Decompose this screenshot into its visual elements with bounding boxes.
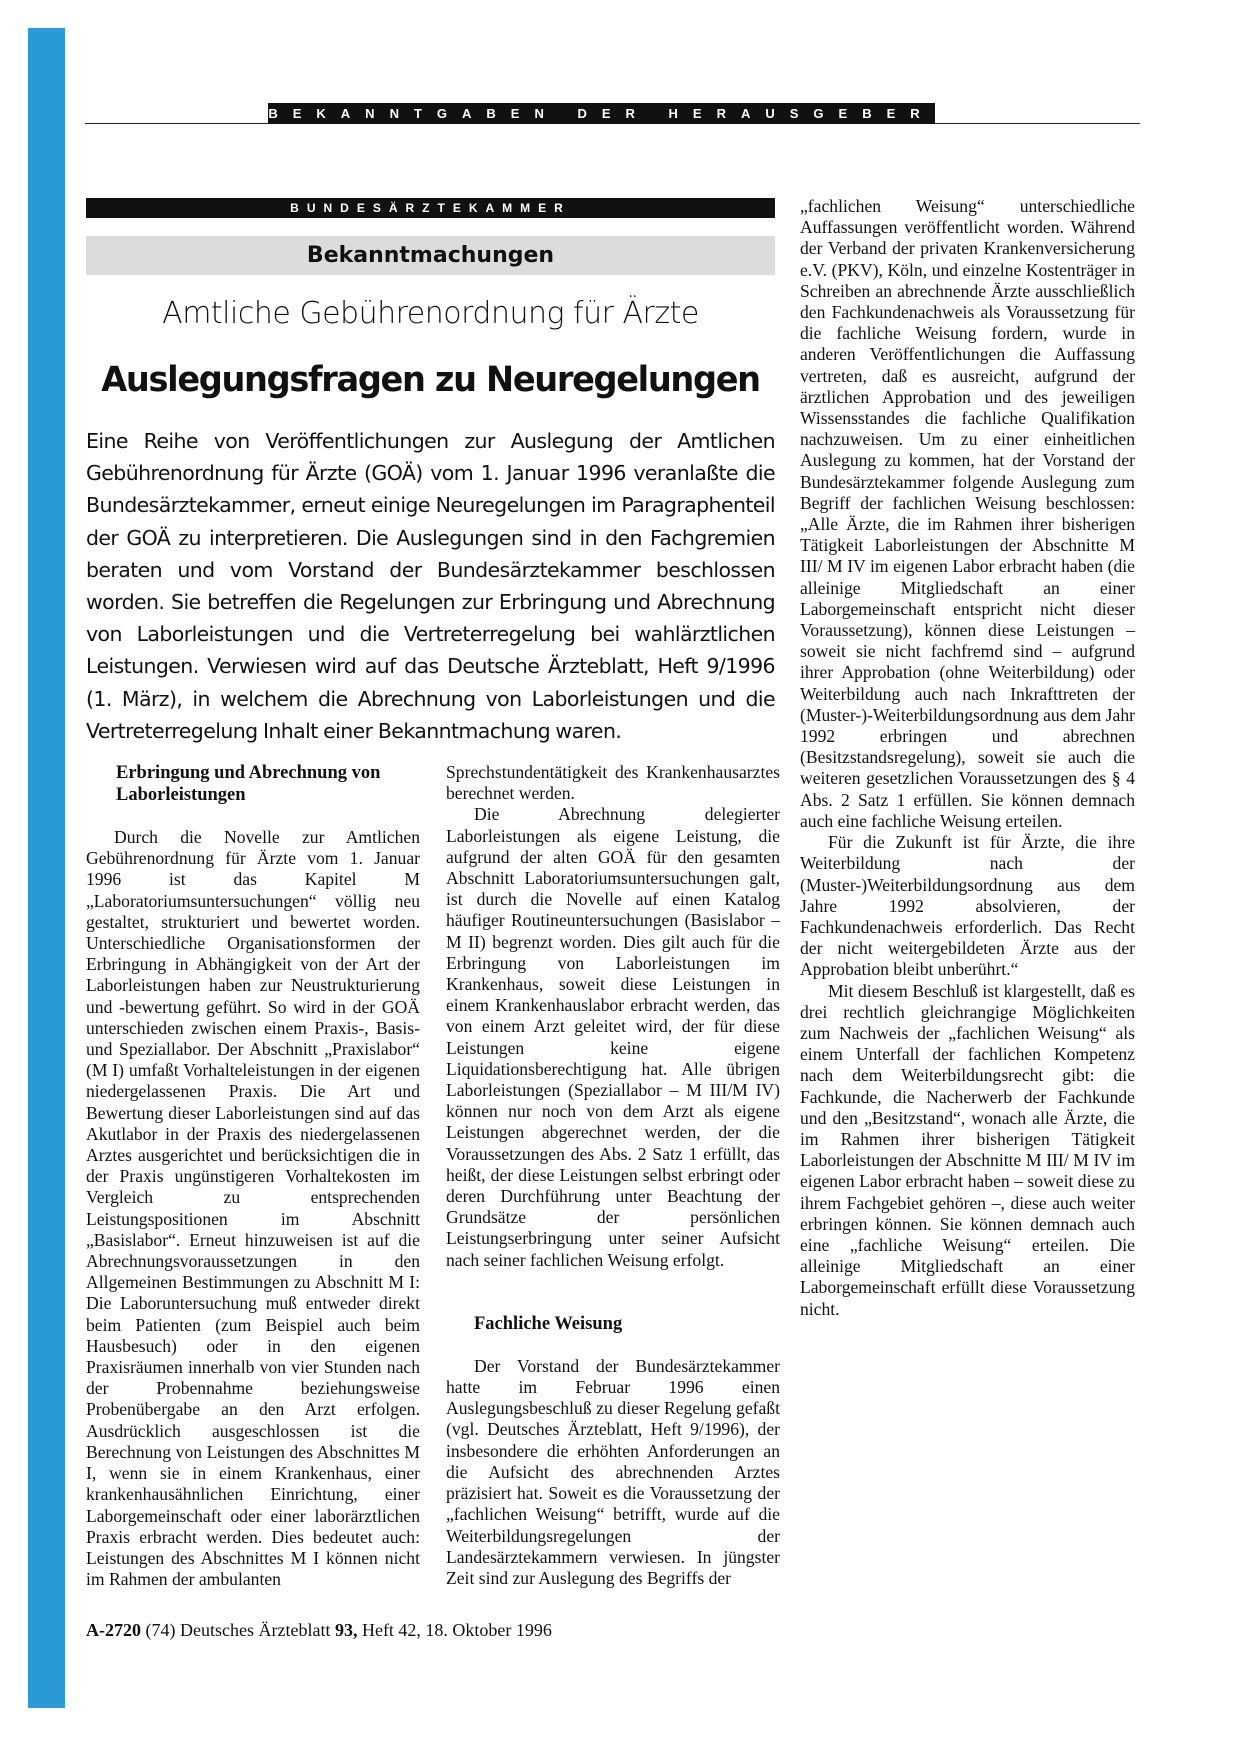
footer-page-number: (74) bbox=[145, 1620, 176, 1640]
kicker-title: Amtliche Gebührenordnung für Ärzte bbox=[162, 296, 699, 331]
section-label: BUNDESÄRZTEKAMMER bbox=[86, 198, 775, 218]
left-color-stripe bbox=[28, 28, 65, 1708]
footer-journal: Deutsches Ärzteblatt bbox=[180, 1620, 331, 1640]
footer-page-id: A-2720 bbox=[86, 1620, 141, 1640]
section-heading-2: Fachliche Weisung bbox=[474, 1313, 623, 1334]
body-paragraph-4: Für die Zukunft ist für Ärzte, die ihre Weiterbildung nach der (Muster-)Weiterbildungsordnung aus dem Jahre 1992 absolvieren, der Fachkundenachweis erforderlich. Das Recht der nicht weitergebildeten Ärzte aus der Approbation bleibt unberührt.“ bbox=[800, 832, 1135, 980]
text-column-3 bbox=[800, 196, 1135, 1320]
category-bar: Bekanntmachungen bbox=[86, 236, 775, 275]
page-footer bbox=[86, 1619, 786, 1641]
body-paragraph-3-cont: „fachlichen Weisung“ unterschiedliche Auffassungen veröffentlicht worden. Während der Verband der privaten Krankenversicherung e.V. (PKV), Köln, und einzelne Kostenträger in Schreiben an abrechnende Ärzte ausschließlich den Fachkundenachweis als Voraussetzung für die fachliche Weisung fordern, wurde in anderen Veröffentlichungen die Auffassung vertreten, daß es ausreicht, aufgrund der ärztlichen Approbation und des jeweiligen Wissensstandes die fachliche Qualifikation nachzuweisen. Um zu einer einheitlichen Auslegung zu kommen, hat der Vorstand der Bundesärztekammer folgende Auslegung zum Begriff der fachlichen Weisung beschlossen: „Alle Ärzte, die im Rahmen ihrer bisherigen Tätigkeit Laborleistungen der Abschnitte M III/ M IV im eigenen Labor erbracht haben (die alleinige Mitgliedschaft an einer Laborgemeinschaft entspricht nicht dieser Voraussetzung), können diese Leistungen – soweit sie nicht fachfremd sind – aufgrund ihrer Approbation (ohne Weiterbildung) oder Weiterbildung auch nach Inkrafttreten der (Muster-)-Weiterbildungsordnung aus dem Jahr 1992 erbringen und abrechnen (Besitzstandsregelung), soweit sie auch die weiteren gesetzlichen Voraussetzungen des § 4 Abs. 2 Satz 1 erfüllen. Sie können demnach auch eine fachliche Weisung erteilen. bbox=[800, 196, 1135, 831]
text-column-2 bbox=[446, 762, 780, 1589]
section-heading-1: Erbringung und Abrechnung von Laborleistungen bbox=[116, 763, 381, 805]
text-column-1 bbox=[86, 762, 420, 1590]
header-banner: BEKANNTGABEN DER HERAUSGEBER bbox=[268, 103, 935, 124]
footer-issue: Heft 42, 18. Oktober 1996 bbox=[361, 1620, 552, 1640]
footer-volume: 93, bbox=[334, 1620, 358, 1640]
body-paragraph-3: Der Vorstand der Bundesärztekammer hatte im Februar 1996 einen Auslegungsbeschluß zu dieser Regelung gefaßt (vgl. Deutsches Ärzteblatt, Heft 9/1996), der insbesondere die erhöhten Anforderungen an die Aufsicht des abrechnenden Arztes präzisiert hat. Soweit es die Voraussetzung der „fachlichen Weisung“ betrifft, wurde auf die Weiterbildungsregelungen der Landesärztekammern verwiesen. In jüngster Zeit sind zur Auslegung des Begriffs der bbox=[446, 1355, 780, 1588]
lead-paragraph: Eine Reihe von Veröffentlichungen zur Auslegung der Amtlichen Gebührenordnung für Ärzte (GOÄ) vom 1. Januar 1996 veranlaßte die Bundesärztekammer, erneut einige Neuregelungen im Paragraphenteil der GOÄ zu interpretieren. Die Auslegungen sind in den Fachgremien beraten und vom Vorstand der Bundesärztekammer beschlossen worden. Sie betreffen die Regelungen zur Erbringung und Abrechnung von Laborleistungen und die Vertreterregelung bei wahlärztlichen Leistungen. Verwiesen wird auf das Deutsche Ärzteblatt, Heft 9/1996 (1. März), in welchem die Abrechnung von Laborleistungen und die Vertreterregelung Inhalt einer Bekanntmachung waren. bbox=[86, 429, 775, 743]
body-paragraph-1-cont: Sprechstundentätigkeit des Krankenhausarztes berechnet werden. bbox=[446, 762, 780, 804]
article-headline: Auslegungsfragen zu Neuregelungen bbox=[101, 360, 760, 400]
body-paragraph-2: Die Abrechnung delegierter Laborleistungen als eigene Leistung, die aufgrund der alten GOÄ für den gesamten Abschnitt Laboratoriumsuntersuchungen galt, ist durch die Novelle auf einen Katalog häufiger Routineuntersuchungen (Basislabor – M II) begrenzt worden. Dies gilt auch für die Erbringung von Laborleistungen im Krankenhaus, soweit diese Leistungen in einem Krankenhauslabor erbracht werden, das von einem Arzt geleitet wird, der für diese Leistungen keine eigene Liquidationsberechtigung hat. Alle übrigen Laborleistungen (Speziallabor – M III/M IV) können nur noch von dem Arzt als eigene Leistungen abgerechnet werden, der die Voraussetzungen des Abs. 2 Satz 1 erfüllt, das heißt, der diese Leistungen selbst erbringt oder deren Durchführung unter Beachtung der Grundsätze der persönlichen Leistungserbringung unter seiner Aufsicht nach seiner fachlichen Weisung erfolgt. bbox=[446, 804, 780, 1270]
body-paragraph-1: Durch die Novelle zur Amtlichen Gebührenordnung für Ärzte vom 1. Januar 1996 ist das Kapitel M „Laboratoriumsuntersuchungen“ völlig neu gestaltet, strukturiert und bewertet worden. Unterschiedliche Organisationsformen der Erbringung in Abhängigkeit von der Art der Laborleistungen haben zur Neustrukturierung und -bewertung geführt. So wird in der GOÄ unterschieden zwischen einem Praxis-, Basis- und Speziallabor. Der Abschnitt „Praxislabor“ (M I) umfaßt Vorhalteleistungen in der eigenen niedergelassenen Praxis. Die Art und Bewertung dieser Laborleistungen sind auf das Akutlabor in der Praxis des niedergelassenen Arztes ausgerichtet und berücksichtigen die in der Praxis ungünstigeren Vorhaltekosten im Vergleich zu entsprechenden Leistungspositionen im Abschnitt „Basislabor“. Erneut hinzuweisen ist auf die Abrechnungsvoraussetzungen in den Allgemeinen Bestimmungen zu Abschnitt M I: Die Laboruntersuchung muß entweder direkt beim Patienten (zum Beispiel auch beim Hausbesuch) oder in den eigenen Praxisräumen innerhalb von vier Stunden nach der Probennahme beziehungsweise Probenübergabe an den Arzt erfolgen. Ausdrücklich ausgeschlossen ist die Berechnung von Leistungen des Abschnittes M I, wenn sie in einem Krankenhaus, einer krankenhausähnlichen Einrichtung, einer Laborgemeinschaft oder einer laborärztlichen Praxis erbracht werden. Dies bedeutet auch: Leistungen des Abschnittes M I können nicht im Rahmen der ambulanten bbox=[86, 827, 420, 1590]
body-paragraph-5: Mit diesem Beschluß ist klargestellt, daß es drei rechtlich gleichrangige Möglichkeiten zum Nachweis der „fachlichen Weisung“ als einem Unterfall der fachlichen Kompetenz nach dem Weiterbildungsrecht gibt: die Fachkunde, die Nacherwerb der Fachkunde und den „Besitzstand“, wonach alle Ärzte, die im Rahmen ihrer bisherigen Tätigkeit Laborleistungen der Abschnitte M III/ M IV im eigenen Labor erbracht haben – soweit diese zu ihrem Fachgebiet gehören –, diese auch weiter erbringen können. Sie können demnach auch eine „fachliche Weisung“ erteilen. Die alleinige Mitgliedschaft an einer Laborgemeinschaft erfüllt diese Voraussetzung nicht. bbox=[800, 980, 1135, 1319]
